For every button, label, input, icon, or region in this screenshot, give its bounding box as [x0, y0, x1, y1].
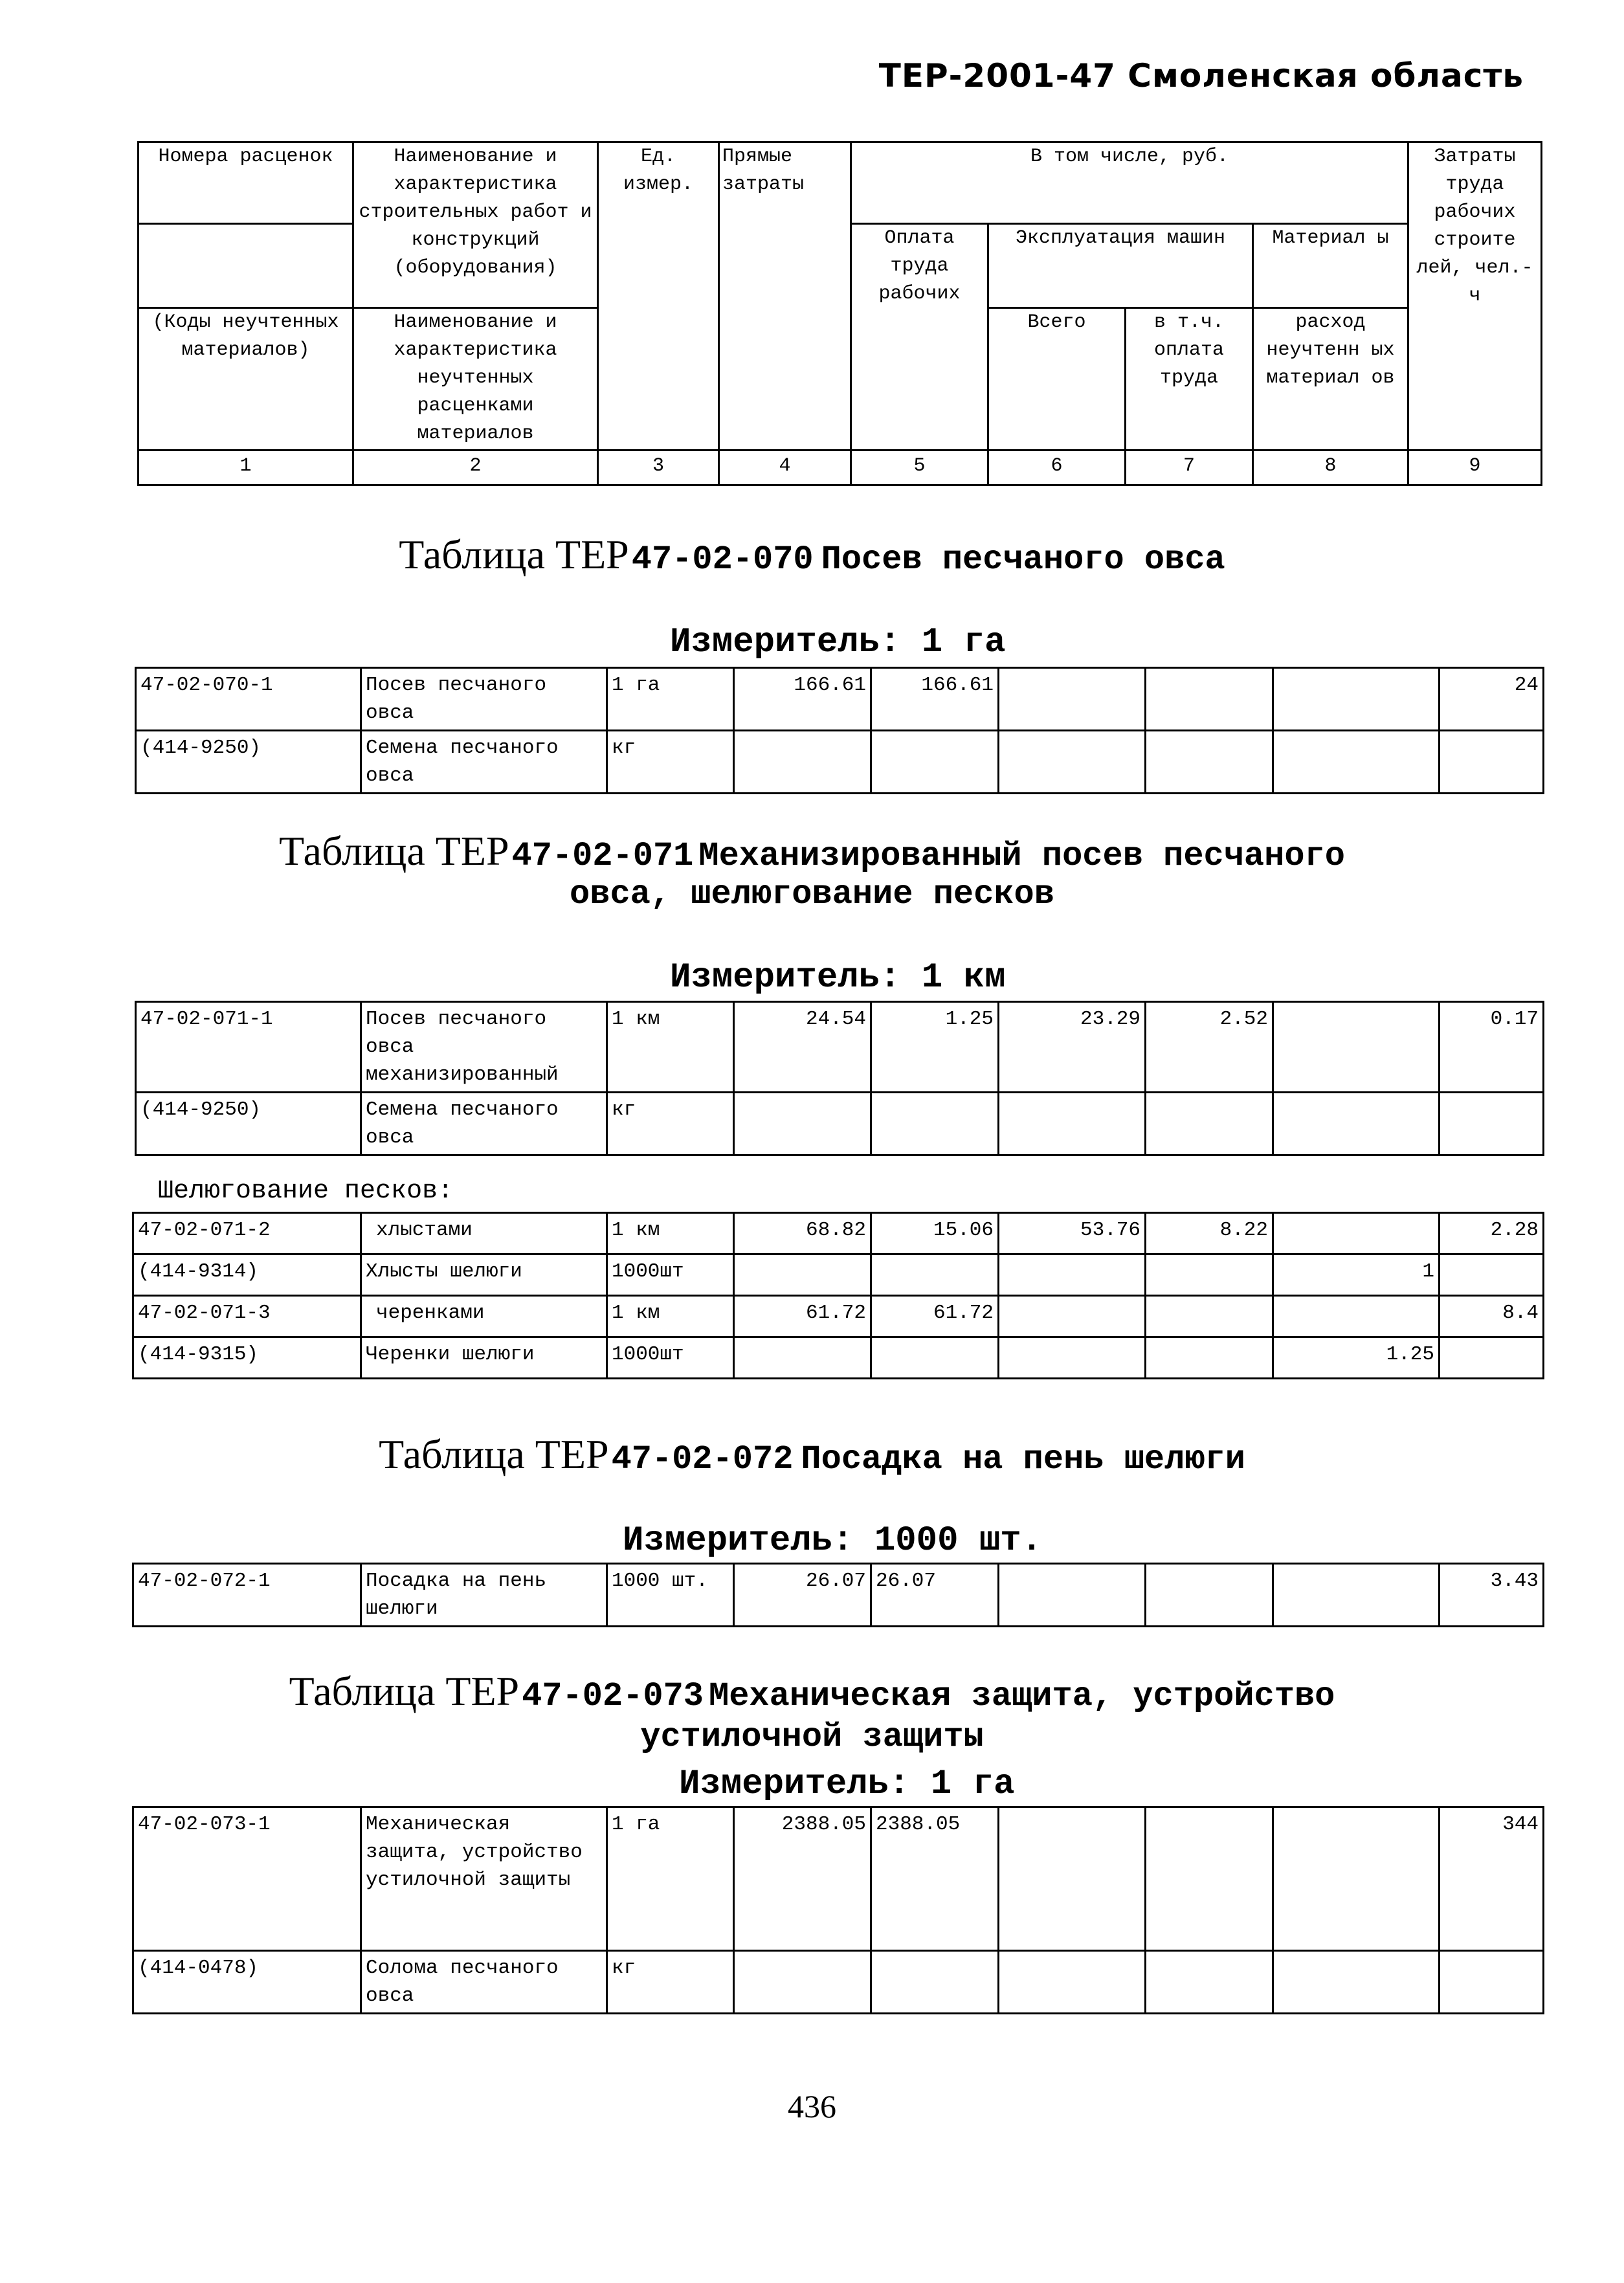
material-cost [1273, 731, 1440, 794]
column-header-table [137, 141, 1542, 486]
direct-cost: 68.82 [734, 1213, 871, 1254]
labor-cost [871, 1951, 999, 2014]
header-direct-costs: Прямые затраты [719, 142, 851, 451]
rate-code: (414-9250) [136, 1093, 361, 1155]
rate-unit: кг [607, 1951, 734, 2014]
table-row [133, 1807, 1544, 1951]
rate-unit: 1000шт [607, 1254, 734, 1296]
col-num-3: 3 [598, 451, 719, 485]
labor-cost: 26.07 [871, 1564, 999, 1627]
material-cost [1273, 1002, 1440, 1093]
col-num-9: 9 [1408, 451, 1542, 485]
labor-hours: 24 [1440, 668, 1544, 731]
header-rate-numbers-blank [139, 224, 353, 308]
table-073-title-cont: устилочной защиты [640, 1718, 984, 1756]
header-machine-total: Всего [988, 308, 1126, 451]
material-cost [1273, 1296, 1440, 1337]
rate-code: (414-9315) [133, 1337, 361, 1379]
machine-labor-cost [1146, 1807, 1273, 1951]
machine-labor-cost [1146, 731, 1273, 794]
rate-unit: кг [607, 1093, 734, 1155]
header-materials: Материал ы [1253, 224, 1408, 308]
header-unit: Ед. измер. [598, 142, 719, 451]
material-cost [1273, 1807, 1440, 1951]
labor-cost [871, 1093, 999, 1155]
table-073-measure: Измеритель: 1 га [679, 1765, 1015, 1804]
machine-labor-cost [1146, 1337, 1273, 1379]
rate-name: Посадка на пень шелюги [361, 1564, 607, 1627]
machine-labor-cost [1146, 1254, 1273, 1296]
rate-name: черенками [361, 1296, 607, 1337]
rate-code: (414-9314) [133, 1254, 361, 1296]
material-cost [1273, 1564, 1440, 1627]
machine-labor-cost: 8.22 [1146, 1213, 1273, 1254]
labor-cost [871, 731, 999, 794]
labor-hours: 0.17 [1440, 1002, 1544, 1093]
direct-cost: 24.54 [734, 1002, 871, 1093]
machine-labor-cost [1146, 1093, 1273, 1155]
rate-unit: 1 км [607, 1296, 734, 1337]
labor-cost: 166.61 [871, 668, 999, 731]
table-071-sand [132, 1212, 1544, 1379]
rate-name: Солома песчаного овса [361, 1951, 607, 2014]
rate-unit: 1 км [607, 1213, 734, 1254]
rate-name: Механическая защита, устройство устилочной защиты [361, 1807, 607, 1951]
col-num-7: 7 [1126, 451, 1253, 485]
rate-name: Посев песчаного овса механизированный [361, 1002, 607, 1093]
rate-unit: 1 га [607, 1807, 734, 1951]
machine-cost: 23.29 [999, 1002, 1146, 1093]
rate-code: 47-02-070-1 [136, 668, 361, 731]
labor-cost: 2388.05 [871, 1807, 999, 1951]
col-num-8: 8 [1253, 451, 1408, 485]
rate-code: 47-02-071-2 [133, 1213, 361, 1254]
header-rate-numbers: Номера расценок [139, 142, 353, 224]
machine-labor-cost [1146, 1564, 1273, 1627]
rate-code: 47-02-071-3 [133, 1296, 361, 1337]
machine-labor-cost [1146, 1296, 1273, 1337]
rate-code: (414-9250) [136, 731, 361, 794]
labor-hours [1440, 1254, 1544, 1296]
table-row [133, 1564, 1544, 1627]
header-unaccounted-names: Наименование и характеристика неучтенных расценками материалов [353, 308, 598, 451]
table-070-measure: Измеритель: 1 га [670, 623, 1006, 662]
table-row [133, 1951, 1544, 2014]
header-unaccounted-codes: (Коды неучтенных материалов) [139, 308, 353, 451]
direct-cost [734, 731, 871, 794]
material-cost [1273, 1951, 1440, 2014]
rate-code: 47-02-072-1 [133, 1564, 361, 1627]
material-cost [1273, 1093, 1440, 1155]
table-071 [135, 1001, 1544, 1156]
labor-cost [871, 1337, 999, 1379]
direct-cost: 26.07 [734, 1564, 871, 1627]
col-num-5: 5 [851, 451, 988, 485]
header-material-usage: расход неучтенн ых материал ов [1253, 308, 1408, 451]
machine-cost: 53.76 [999, 1213, 1146, 1254]
header-work-name: Наименование и характеристика строительных работ и конструкций (оборудования) [353, 142, 598, 308]
machine-cost [999, 1337, 1146, 1379]
table-071-title-cont: овса, шелюгование песков [570, 875, 1054, 913]
col-num-6: 6 [988, 451, 1126, 485]
header-machine-labor: в т.ч. оплата труда [1126, 308, 1253, 451]
table-072 [132, 1563, 1544, 1627]
col-num-1: 1 [139, 451, 353, 485]
labor-hours [1440, 731, 1544, 794]
page-number: 436 [788, 2088, 836, 2124]
material-cost: 1.25 [1273, 1337, 1440, 1379]
machine-labor-cost [1146, 668, 1273, 731]
material-cost: 1 [1273, 1254, 1440, 1296]
labor-cost: 1.25 [871, 1002, 999, 1093]
labor-hours: 344 [1440, 1807, 1544, 1951]
labor-cost [871, 1254, 999, 1296]
table-072-title: Таблица ТЕР 47-02-072 Посадка на пень шелюги [379, 1431, 1245, 1478]
col-num-2: 2 [353, 451, 598, 485]
table-row [136, 1093, 1544, 1155]
rate-unit: 1000шт [607, 1337, 734, 1379]
direct-cost: 166.61 [734, 668, 871, 731]
machine-labor-cost [1146, 1951, 1273, 2014]
direct-cost [734, 1254, 871, 1296]
table-070 [135, 667, 1544, 794]
rate-unit: 1 га [607, 668, 734, 731]
table-071-measure: Измеритель: 1 км [670, 958, 1006, 997]
labor-hours [1440, 1337, 1544, 1379]
table-073 [132, 1806, 1544, 2014]
table-073-title: Таблица ТЕР 47-02-073 Механическая защита, устройство [289, 1668, 1335, 1715]
rate-name: Семена песчаного овса [361, 1093, 607, 1155]
col-num-4: 4 [719, 451, 851, 485]
direct-cost: 2388.05 [734, 1807, 871, 1951]
labor-cost: 15.06 [871, 1213, 999, 1254]
direct-cost [734, 1951, 871, 2014]
table-071-title: Таблица ТЕР 47-02-071 Механизированный посев песчаного [279, 828, 1345, 875]
rate-code: 47-02-071-1 [136, 1002, 361, 1093]
table-row [133, 1296, 1544, 1337]
header-including: В том числе, руб. [851, 142, 1408, 224]
rate-name: Посев песчаного овса [361, 668, 607, 731]
document-title: ТЕР-2001-47 Смоленская область [878, 57, 1524, 95]
rate-code: 47-02-073-1 [133, 1807, 361, 1951]
labor-hours: 8.4 [1440, 1296, 1544, 1337]
machine-cost [999, 1807, 1146, 1951]
rate-name: хлыстами [361, 1213, 607, 1254]
labor-hours [1440, 1951, 1544, 2014]
header-labor-pay: Оплата труда рабочих [851, 224, 988, 451]
rate-unit: кг [607, 731, 734, 794]
table-072-measure: Измеритель: 1000 шт. [623, 1521, 1043, 1561]
machine-cost [999, 1093, 1146, 1155]
machine-cost [999, 1564, 1146, 1627]
header-labor-hours: Затраты труда рабочих строите лей, чел.-ч [1408, 142, 1542, 451]
table-row [133, 1213, 1544, 1254]
rate-name: Семена песчаного овса [361, 731, 607, 794]
labor-hours [1440, 1093, 1544, 1155]
direct-cost [734, 1093, 871, 1155]
table-row [136, 668, 1544, 731]
rate-unit: 1 км [607, 1002, 734, 1093]
machine-cost [999, 668, 1146, 731]
machine-cost [999, 1296, 1146, 1337]
table-row [133, 1254, 1544, 1296]
rate-name: Хлысты шелюги [361, 1254, 607, 1296]
material-cost [1273, 1213, 1440, 1254]
rate-code: (414-0478) [133, 1951, 361, 2014]
labor-hours: 2.28 [1440, 1213, 1544, 1254]
labor-hours: 3.43 [1440, 1564, 1544, 1627]
table-row [133, 1337, 1544, 1379]
labor-cost: 61.72 [871, 1296, 999, 1337]
machine-cost [999, 731, 1146, 794]
table-070-title: Таблица ТЕР 47-02-070 Посев песчаного овса [399, 531, 1225, 579]
rate-name: Черенки шелюги [361, 1337, 607, 1379]
machine-labor-cost: 2.52 [1146, 1002, 1273, 1093]
header-machine-operation: Эксплуатация машин [988, 224, 1253, 308]
table-row [136, 731, 1544, 794]
rate-unit: 1000 шт. [607, 1564, 734, 1627]
subsection-heading: Шелюгование песков: [158, 1177, 454, 1206]
machine-cost [999, 1951, 1146, 2014]
direct-cost [734, 1337, 871, 1379]
machine-cost [999, 1254, 1146, 1296]
material-cost [1273, 668, 1440, 731]
table-row [136, 1002, 1544, 1093]
direct-cost: 61.72 [734, 1296, 871, 1337]
